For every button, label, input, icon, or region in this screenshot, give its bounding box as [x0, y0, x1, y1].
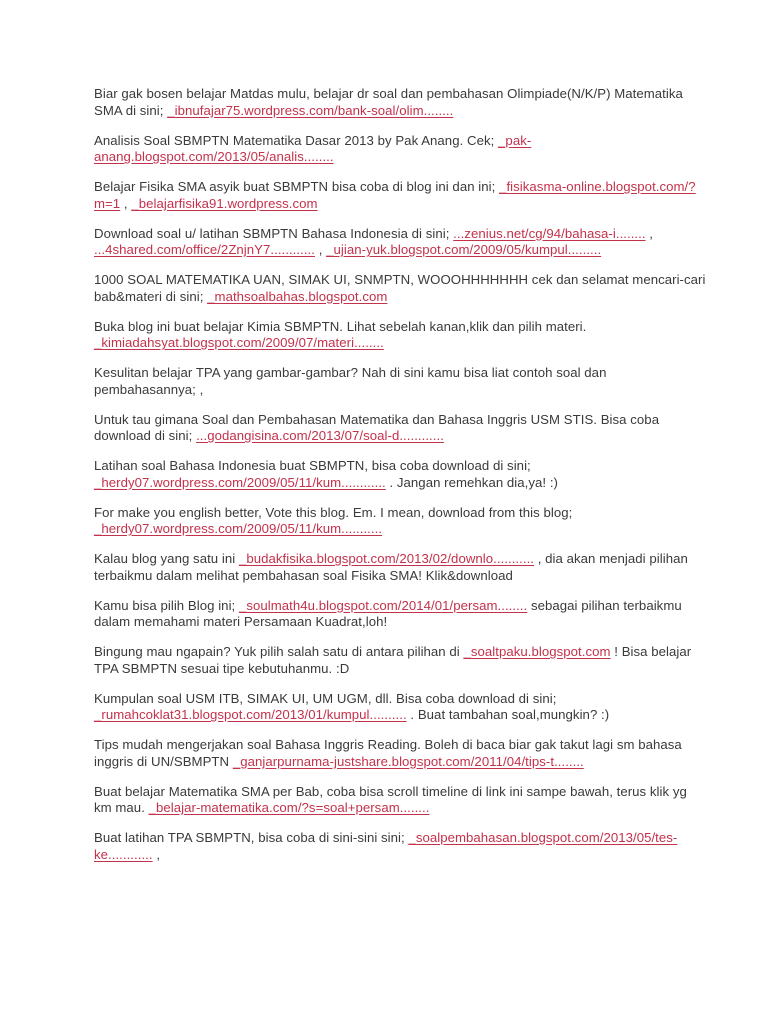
paragraph-text: Buka blog ini buat belajar Kimia SBMPTN. Lihat sebelah kanan,klik dan pilih materi.	[94, 318, 587, 334]
paragraph	[94, 412, 708, 445]
link[interactable]: _fisikasma-online.blogspot.com/?m=1	[94, 179, 696, 211]
paragraph-text: 1000 SOAL MATEMATIKA UAN, SIMAK UI, SNMPTN, WOOOHHHHHHH cek dan selamat mencari-cari bab&materi di sini;	[94, 272, 706, 304]
paragraph-text: Bingung mau ngapain? Yuk pilih salah satu di antara pilihan di	[94, 644, 464, 659]
paragraph	[94, 691, 708, 724]
link[interactable]: _mathsoalbahas.blogspot.com	[207, 288, 388, 304]
link[interactable]: _soulmath4u.blogspot.com/2014/01/persam........	[238, 597, 528, 613]
paragraph-text: Biar gak bosen belajar Matdas mulu, belajar dr soal dan pembahasan Olimpiade(N/K/P) Matematika SMA di sini;	[94, 86, 683, 118]
link[interactable]: _belajar-matematika.com/?s=soal+persam........	[148, 800, 430, 815]
link[interactable]: _ibnufajar75.wordpress.com/bank-soal/olim........	[167, 102, 454, 118]
paragraph-text: Kalau blog yang satu ini	[94, 551, 239, 566]
paragraph-text: . Jangan remehkan dia,ya! :)	[385, 474, 558, 490]
paragraph-text: Latihan soal Bahasa Indonesia buat SBMPTN, bisa coba download di sini;	[94, 458, 531, 473]
link[interactable]: _herdy07.wordpress.com/2009/05/11/kum............	[94, 474, 386, 490]
paragraph-text: ,	[314, 242, 327, 257]
paragraph-text: Kumpulan soal USM ITB, SIMAK UI, UM UGM, dll. Bisa coba download di sini;	[94, 690, 557, 706]
link[interactable]: _soaltpaku.blogspot.com	[463, 644, 611, 659]
paragraph	[94, 830, 708, 863]
paragraph	[94, 133, 708, 166]
paragraph	[94, 179, 708, 212]
paragraph-text: ! Bisa belajar TPA SBMPTN sesuai tipe kebutuhanmu. :D	[94, 644, 692, 676]
paragraph	[94, 458, 708, 491]
paragraph-text: Kesulitan belajar TPA yang gambar-gambar? Nah di sini kamu bisa liat contoh soal dan pembahasannya; ,	[94, 365, 607, 397]
paragraph-text: Kamu bisa pilih Blog ini;	[94, 597, 239, 613]
paragraph-text: , dia akan menjadi pilihan terbaikmu dalam melihat pembahasan soal Fisika SMA! Klik&download	[94, 551, 688, 583]
paragraph-text: ,	[152, 846, 161, 862]
paragraph-text: sebagai pilihan terbaikmu dalam memahami materi Persamaan Kuadrat,loh!	[94, 597, 682, 629]
link[interactable]: _pak-anang.blogspot.com/2013/05/analis........	[94, 132, 532, 164]
link[interactable]: _kimiadahsyat.blogspot.com/2009/07/materi........	[94, 335, 384, 350]
paragraph-text: Untuk tau gimana Soal dan Pembahasan Matematika dan Bahasa Inggris USM STIS. Bisa coba download di sini;	[94, 411, 660, 443]
link[interactable]: _soalpembahasan.blogspot.com/2013/05/tes-ke............	[94, 830, 678, 862]
link[interactable]: _herdy07.wordpress.com/2009/05/11/kum...........	[94, 521, 383, 536]
link[interactable]: _ganjarpurnama-justshare.blogspot.com/2011/04/tips-t........	[232, 753, 584, 769]
paragraph	[94, 319, 708, 352]
paragraph-text: Tips mudah mengerjakan soal Bahasa Inggris Reading. Boleh di baca biar gak takut lagi sm bahasa inggris di UN/SBMPTN	[94, 737, 682, 769]
paragraph-text: Buat latihan TPA SBMPTN, bisa coba di sini-sini sini;	[94, 830, 409, 845]
paragraph-text: Download soal u/ latihan SBMPTN Bahasa Indonesia di sini;	[94, 225, 454, 241]
link[interactable]: _ujian-yuk.blogspot.com/2009/05/kumpul.........	[326, 242, 602, 257]
link[interactable]: _belajarfisika91.wordpress.com	[131, 195, 318, 211]
paragraph-text: ,	[645, 225, 654, 241]
paragraph	[94, 784, 708, 817]
paragraph-text: Buat belajar Matematika SMA per Bab, coba bisa scroll timeline di link ini sampe bawah, terus klik yg km mau.	[94, 783, 687, 815]
paragraph-text: . Buat tambahan soal,mungkin? :)	[406, 707, 610, 722]
paragraph	[94, 272, 708, 305]
link[interactable]: ...zenius.net/cg/94/bahasa-i........	[453, 225, 646, 241]
link[interactable]: _rumahcoklat31.blogspot.com/2013/01/kumpul..........	[94, 707, 407, 722]
link[interactable]: ...4shared.com/office/2ZnjnY7............	[94, 242, 315, 257]
paragraph-text: Belajar Fisika SMA asyik buat SBMPTN bisa coba di blog ini dan ini;	[94, 179, 500, 194]
paragraph	[94, 598, 708, 631]
paragraph	[94, 365, 708, 398]
link[interactable]: ...godangisina.com/2013/07/soal-d............	[196, 428, 444, 443]
paragraph	[94, 551, 708, 584]
paragraph	[94, 226, 708, 259]
paragraph-text: For make you english better, Vote this blog. Em. I mean, download from this blog;	[94, 504, 573, 520]
paragraph	[94, 644, 708, 677]
paragraph-text: Analisis Soal SBMPTN Matematika Dasar 2013 by Pak Anang. Cek;	[94, 132, 499, 148]
paragraph	[94, 86, 708, 119]
paragraph-text: ,	[120, 195, 132, 211]
paragraph	[94, 505, 708, 538]
paragraph	[94, 737, 708, 770]
link[interactable]: _budakfisika.blogspot.com/2013/02/downlo...........	[238, 551, 535, 566]
